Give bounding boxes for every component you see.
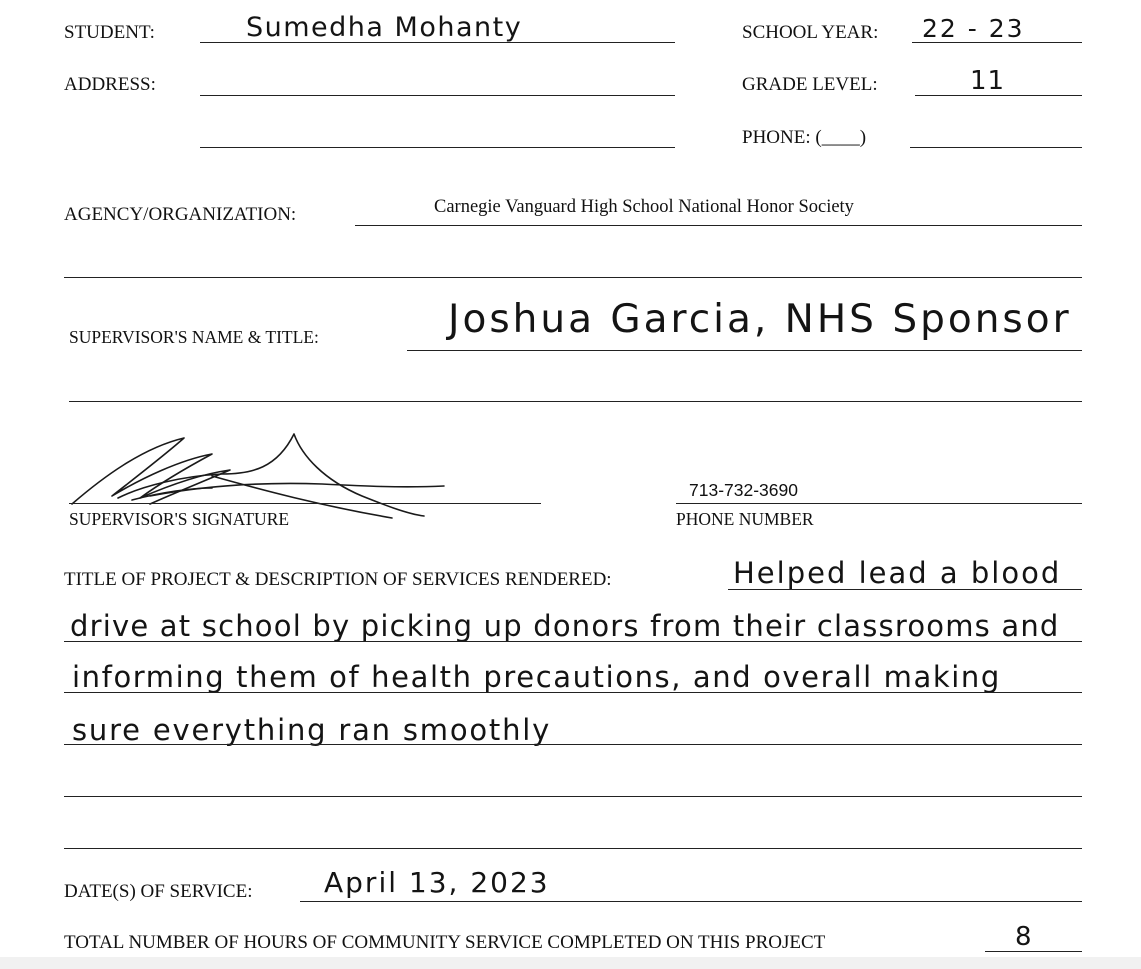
grade-level-field[interactable]: 11 (970, 66, 1006, 96)
grade-level-line (915, 95, 1082, 96)
hours-line (985, 951, 1082, 952)
project-line-5[interactable] (64, 796, 1082, 797)
supervisor-name-label: SUPERVISOR'S NAME & TITLE: (69, 327, 319, 347)
phone-label: PHONE: (____) (742, 127, 867, 148)
project-line-1-text[interactable]: Helped lead a blood (733, 556, 1062, 590)
agency-field[interactable]: Carnegie Vanguard High School National Honor Society (434, 197, 854, 217)
agency-line-2[interactable] (64, 277, 1082, 278)
project-line-4 (64, 744, 1082, 745)
date-field[interactable]: April 13, 2023 (324, 866, 550, 899)
address-line-2[interactable] (200, 147, 675, 148)
school-year-line (912, 42, 1082, 43)
agency-line (355, 225, 1082, 226)
supervisor-name-field[interactable]: Joshua Garcia, NHS Sponsor (448, 297, 1072, 342)
school-year-field[interactable]: 22 - 23 (922, 14, 1025, 43)
student-name-field[interactable]: Sumedha Mohanty (246, 12, 523, 43)
supervisor-name-line (407, 350, 1082, 351)
project-line-2 (64, 641, 1082, 642)
supervisor-phone-field[interactable]: 713-732-3690 (689, 480, 798, 500)
agency-label: AGENCY/ORGANIZATION: (64, 204, 297, 225)
phone-line[interactable] (910, 147, 1082, 148)
grade-level-label: GRADE LEVEL: (742, 74, 878, 95)
phone-number-label: PHONE NUMBER (676, 509, 814, 529)
student-name-line (200, 42, 675, 43)
project-line-3 (64, 692, 1082, 693)
project-line-6[interactable] (64, 848, 1082, 849)
page-bottom-edge (0, 957, 1141, 969)
project-line-4-text[interactable]: sure everything ran smoothly (72, 713, 552, 747)
project-line-1 (728, 589, 1082, 590)
hours-field[interactable]: 8 (1015, 922, 1032, 952)
school-year-label: SCHOOL YEAR: (742, 22, 879, 43)
project-label: TITLE OF PROJECT & DESCRIPTION OF SERVICES RENDERED: (64, 569, 612, 590)
project-line-3-text[interactable]: informing them of health precautions, and overall making (72, 660, 1001, 694)
address-label: ADDRESS: (64, 74, 156, 95)
hours-label: TOTAL NUMBER OF HOURS OF COMMUNITY SERVICE COMPLETED ON THIS PROJECT (64, 932, 826, 953)
address-line-1[interactable] (200, 95, 675, 96)
supervisor-signature-label: SUPERVISOR'S SIGNATURE (69, 509, 290, 529)
student-label: STUDENT: (64, 22, 155, 43)
project-line-2-text[interactable]: drive at school by picking up donors from their classrooms and (70, 609, 1060, 643)
signature-line[interactable] (69, 503, 541, 504)
supervisor-phone-line (676, 503, 1082, 504)
supervisor-name-line-2[interactable] (69, 401, 1082, 402)
date-label: DATE(S) OF SERVICE: (64, 881, 253, 902)
date-line (300, 901, 1082, 902)
